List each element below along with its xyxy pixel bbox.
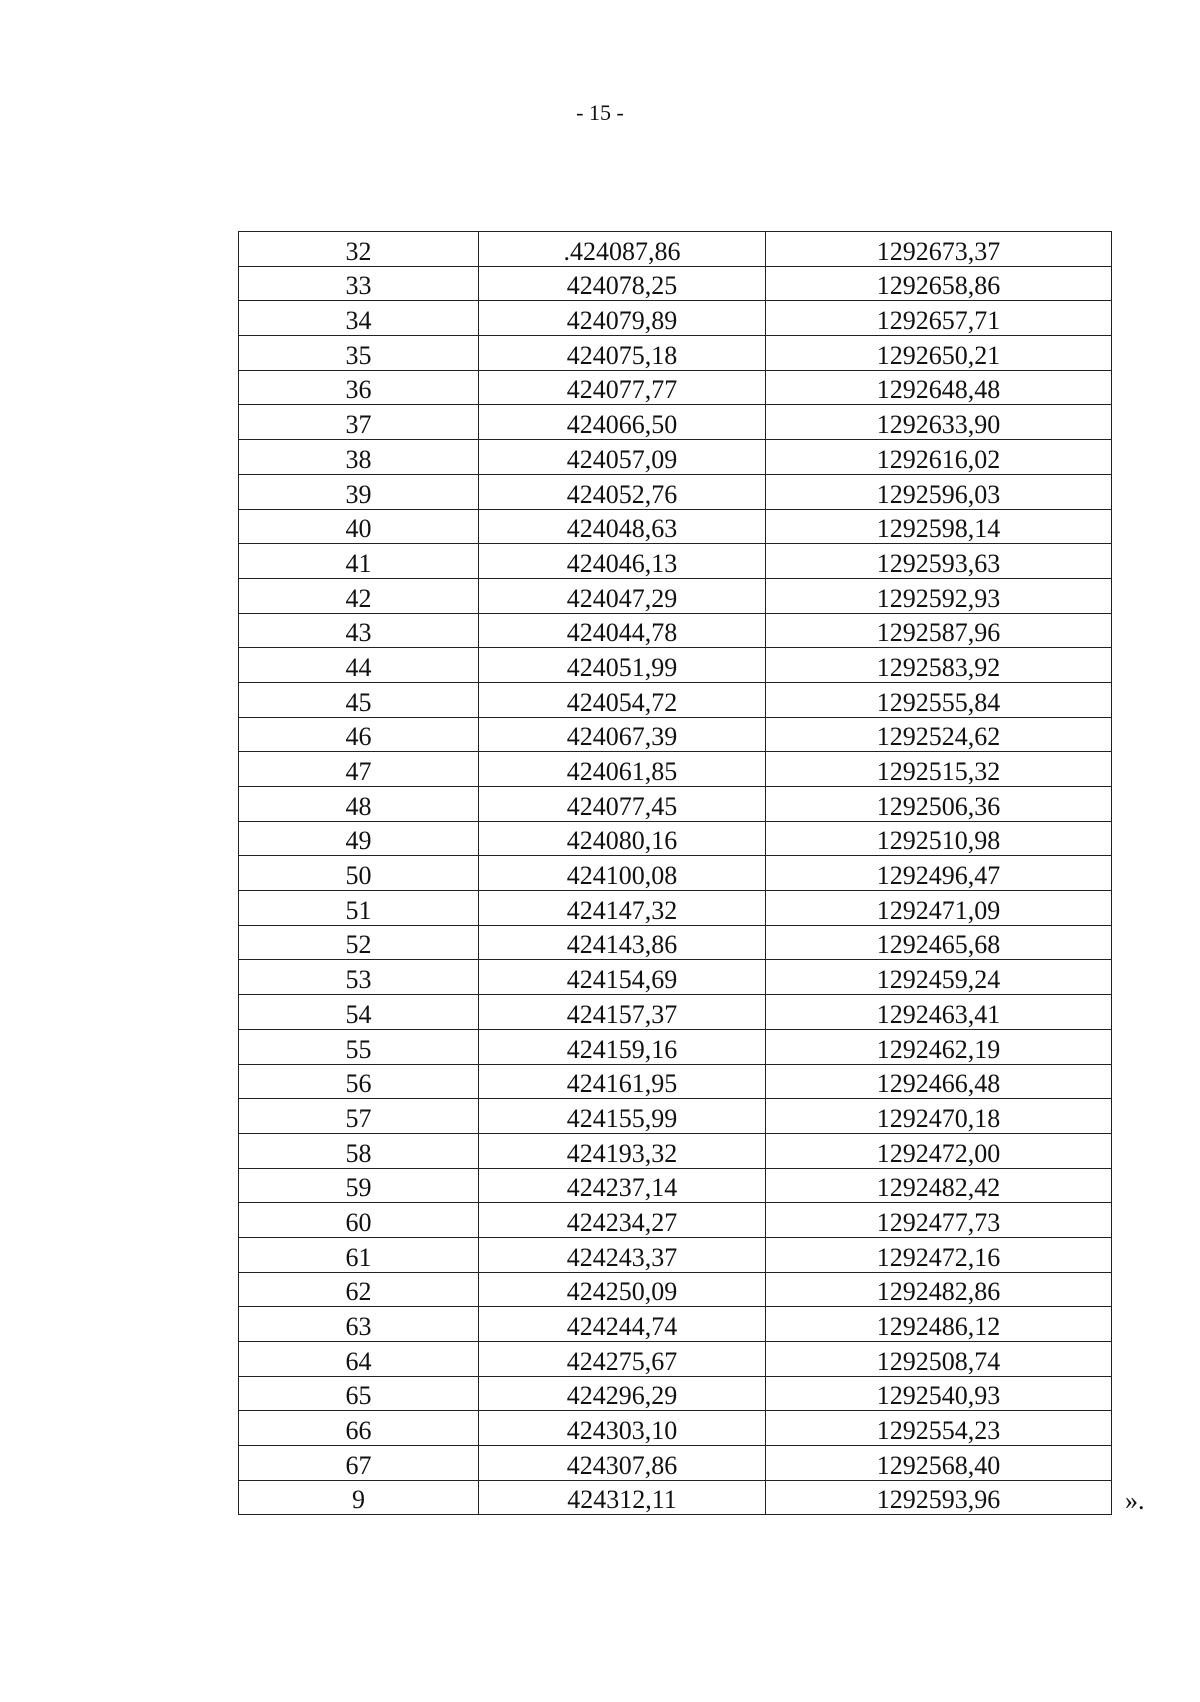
point-number-cell: 62 — [239, 1272, 479, 1307]
point-number-cell: 37 — [239, 405, 479, 440]
y-coordinate-cell: 1292555,84 — [766, 682, 1112, 717]
y-coordinate-cell: 1292524,62 — [766, 717, 1112, 752]
y-coordinate-cell: 1292633,90 — [766, 405, 1112, 440]
y-coordinate-cell: 1292540,93 — [766, 1376, 1112, 1411]
point-number-cell: 47 — [239, 752, 479, 787]
y-coordinate-cell: 1292462,19 — [766, 1029, 1112, 1064]
table-row — [239, 1446, 1112, 1481]
x-coordinate-cell: 424312,11 — [479, 1480, 766, 1515]
table-row — [239, 960, 1112, 995]
x-coordinate-cell: 424161,95 — [479, 1064, 766, 1099]
y-coordinate-cell: 1292466,48 — [766, 1064, 1112, 1099]
y-coordinate-cell: 1292471,09 — [766, 891, 1112, 926]
table-row — [239, 232, 1112, 267]
coordinates-table — [238, 231, 1112, 1515]
table-row — [239, 509, 1112, 544]
point-number-cell: 60 — [239, 1203, 479, 1238]
x-coordinate-cell: 424077,45 — [479, 787, 766, 822]
x-coordinate-cell: 424080,16 — [479, 821, 766, 856]
y-coordinate-cell: 1292472,00 — [766, 1133, 1112, 1168]
coordinates-table-body — [239, 232, 1112, 1515]
x-coordinate-cell: 424077,77 — [479, 370, 766, 405]
table-row — [239, 925, 1112, 960]
y-coordinate-cell: 1292477,73 — [766, 1203, 1112, 1238]
y-coordinate-cell: 1292459,24 — [766, 960, 1112, 995]
table-row — [239, 336, 1112, 371]
y-coordinate-cell: 1292673,37 — [766, 232, 1112, 267]
x-coordinate-cell: 424155,99 — [479, 1099, 766, 1134]
x-coordinate-cell: 424154,69 — [479, 960, 766, 995]
point-number-cell: 45 — [239, 682, 479, 717]
y-coordinate-cell: 1292658,86 — [766, 266, 1112, 301]
point-number-cell: 52 — [239, 925, 479, 960]
point-number-cell: 33 — [239, 266, 479, 301]
point-number-cell: 49 — [239, 821, 479, 856]
y-coordinate-cell: 1292568,40 — [766, 1446, 1112, 1481]
y-coordinate-cell: 1292482,86 — [766, 1272, 1112, 1307]
x-coordinate-cell: 424051,99 — [479, 648, 766, 683]
x-coordinate-cell: 424243,37 — [479, 1237, 766, 1272]
table-row — [239, 1168, 1112, 1203]
x-coordinate-cell: 424075,18 — [479, 336, 766, 371]
x-coordinate-cell: 424047,29 — [479, 578, 766, 613]
point-number-cell: 44 — [239, 648, 479, 683]
table-row — [239, 266, 1112, 301]
table-row — [239, 370, 1112, 405]
y-coordinate-cell: 1292650,21 — [766, 336, 1112, 371]
table-row — [239, 891, 1112, 926]
table-row — [239, 1480, 1112, 1515]
table-row — [239, 1376, 1112, 1411]
point-number-cell: 32 — [239, 232, 479, 267]
point-number-cell: 66 — [239, 1411, 479, 1446]
y-coordinate-cell: 1292508,74 — [766, 1342, 1112, 1377]
table-row — [239, 717, 1112, 752]
x-coordinate-cell: 424054,72 — [479, 682, 766, 717]
table-row — [239, 1203, 1112, 1238]
table-row — [239, 648, 1112, 683]
point-number-cell: 59 — [239, 1168, 479, 1203]
point-number-cell: 34 — [239, 301, 479, 336]
x-coordinate-cell: 424234,27 — [479, 1203, 766, 1238]
table-row — [239, 787, 1112, 822]
x-coordinate-cell: .424087,86 — [479, 232, 766, 267]
page-number: - 15 - — [576, 100, 624, 125]
point-number-cell: 61 — [239, 1237, 479, 1272]
table-row — [239, 613, 1112, 648]
point-number-cell: 58 — [239, 1133, 479, 1168]
y-coordinate-cell: 1292496,47 — [766, 856, 1112, 891]
y-coordinate-cell: 1292465,68 — [766, 925, 1112, 960]
x-coordinate-cell: 424275,67 — [479, 1342, 766, 1377]
point-number-cell: 57 — [239, 1099, 479, 1134]
point-number-cell: 46 — [239, 717, 479, 752]
table-row — [239, 301, 1112, 336]
table-row — [239, 1307, 1112, 1342]
x-coordinate-cell: 424044,78 — [479, 613, 766, 648]
table-row — [239, 440, 1112, 475]
x-coordinate-cell: 424307,86 — [479, 1446, 766, 1481]
point-number-cell: 55 — [239, 1029, 479, 1064]
x-coordinate-cell: 424061,85 — [479, 752, 766, 787]
point-number-cell: 41 — [239, 544, 479, 579]
y-coordinate-cell: 1292515,32 — [766, 752, 1112, 787]
table-row — [239, 405, 1112, 440]
y-coordinate-cell: 1292616,02 — [766, 440, 1112, 475]
table-row — [239, 1272, 1112, 1307]
x-coordinate-cell: 424296,29 — [479, 1376, 766, 1411]
x-coordinate-cell: 424244,74 — [479, 1307, 766, 1342]
y-coordinate-cell: 1292648,48 — [766, 370, 1112, 405]
table-row — [239, 544, 1112, 579]
point-number-cell: 39 — [239, 474, 479, 509]
y-coordinate-cell: 1292463,41 — [766, 995, 1112, 1030]
table-row — [239, 821, 1112, 856]
y-coordinate-cell: 1292510,98 — [766, 821, 1112, 856]
table-row — [239, 474, 1112, 509]
y-coordinate-cell: 1292596,03 — [766, 474, 1112, 509]
point-number-cell: 64 — [239, 1342, 479, 1377]
x-coordinate-cell: 424250,09 — [479, 1272, 766, 1307]
x-coordinate-cell: 424303,10 — [479, 1411, 766, 1446]
table-row — [239, 995, 1112, 1030]
table-row — [239, 1237, 1112, 1272]
x-coordinate-cell: 424157,37 — [479, 995, 766, 1030]
x-coordinate-cell: 424237,14 — [479, 1168, 766, 1203]
point-number-cell: 56 — [239, 1064, 479, 1099]
point-number-cell: 9 — [239, 1480, 479, 1515]
x-coordinate-cell: 424066,50 — [479, 405, 766, 440]
point-number-cell: 51 — [239, 891, 479, 926]
x-coordinate-cell: 424052,76 — [479, 474, 766, 509]
table-row — [239, 682, 1112, 717]
table-row — [239, 1342, 1112, 1377]
y-coordinate-cell: 1292472,16 — [766, 1237, 1112, 1272]
table-row — [239, 578, 1112, 613]
y-coordinate-cell: 1292486,12 — [766, 1307, 1112, 1342]
point-number-cell: 54 — [239, 995, 479, 1030]
x-coordinate-cell: 424193,32 — [479, 1133, 766, 1168]
point-number-cell: 38 — [239, 440, 479, 475]
table-row — [239, 1029, 1112, 1064]
point-number-cell: 67 — [239, 1446, 479, 1481]
point-number-cell: 40 — [239, 509, 479, 544]
y-coordinate-cell: 1292587,96 — [766, 613, 1112, 648]
x-coordinate-cell: 424067,39 — [479, 717, 766, 752]
x-coordinate-cell: 424159,16 — [479, 1029, 766, 1064]
y-coordinate-cell: 1292506,36 — [766, 787, 1112, 822]
point-number-cell: 36 — [239, 370, 479, 405]
point-number-cell: 50 — [239, 856, 479, 891]
x-coordinate-cell: 424057,09 — [479, 440, 766, 475]
y-coordinate-cell: 1292593,96 — [766, 1480, 1112, 1515]
y-coordinate-cell: 1292657,71 — [766, 301, 1112, 336]
table-row — [239, 752, 1112, 787]
closing-quote-mark: ». — [1125, 1486, 1145, 1515]
x-coordinate-cell: 424147,32 — [479, 891, 766, 926]
table-row — [239, 1411, 1112, 1446]
point-number-cell: 42 — [239, 578, 479, 613]
x-coordinate-cell: 424078,25 — [479, 266, 766, 301]
table-row — [239, 1064, 1112, 1099]
point-number-cell: 63 — [239, 1307, 479, 1342]
y-coordinate-cell: 1292482,42 — [766, 1168, 1112, 1203]
y-coordinate-cell: 1292470,18 — [766, 1099, 1112, 1134]
y-coordinate-cell: 1292583,92 — [766, 648, 1112, 683]
y-coordinate-cell: 1292593,63 — [766, 544, 1112, 579]
point-number-cell: 35 — [239, 336, 479, 371]
y-coordinate-cell: 1292554,23 — [766, 1411, 1112, 1446]
y-coordinate-cell: 1292592,93 — [766, 578, 1112, 613]
point-number-cell: 53 — [239, 960, 479, 995]
y-coordinate-cell: 1292598,14 — [766, 509, 1112, 544]
table-row — [239, 1099, 1112, 1134]
x-coordinate-cell: 424046,13 — [479, 544, 766, 579]
point-number-cell: 65 — [239, 1376, 479, 1411]
x-coordinate-cell: 424079,89 — [479, 301, 766, 336]
table-row — [239, 1133, 1112, 1168]
x-coordinate-cell: 424048,63 — [479, 509, 766, 544]
point-number-cell: 48 — [239, 787, 479, 822]
table-row — [239, 856, 1112, 891]
x-coordinate-cell: 424100,08 — [479, 856, 766, 891]
point-number-cell: 43 — [239, 613, 479, 648]
x-coordinate-cell: 424143,86 — [479, 925, 766, 960]
